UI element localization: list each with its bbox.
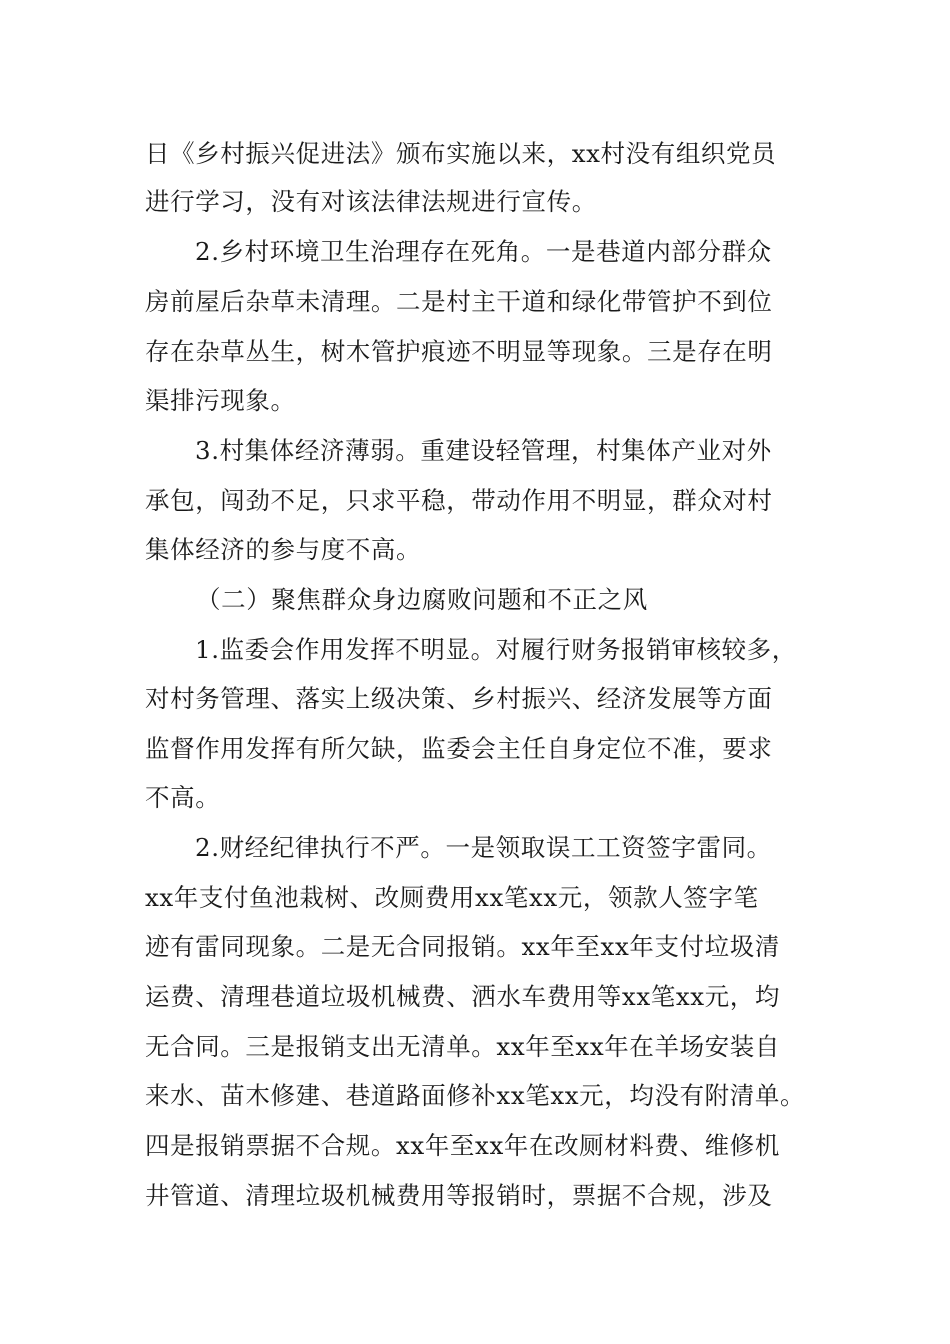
text-line: 房前屋后杂草未清理。二是村主干道和绿化带管护不到位 bbox=[145, 287, 773, 316]
text-line: 不高。 bbox=[145, 783, 221, 812]
paragraph-start-line: 1.监委会作用发挥不明显。对履行财务报销审核较多， bbox=[195, 635, 797, 664]
paragraph-start-line: 2.财经纪律执行不严。一是领取误工工资签字雷同。 bbox=[195, 833, 772, 862]
text-line: 对村务管理、落实上级决策、乡村振兴、经济发展等方面 bbox=[145, 684, 773, 713]
text-line: 无合同。三是报销支出无清单。xx年至xx年在羊场安装自 bbox=[145, 1032, 780, 1061]
paragraph-start-line: 3.村集体经济薄弱。重建设轻管理，村集体产业对外 bbox=[195, 436, 772, 465]
text-line: 进行学习，没有对该法律法规进行宣传。 bbox=[145, 187, 597, 216]
text-line: 集体经济的参与度不高。 bbox=[145, 535, 422, 564]
text-line: 来水、苗木修建、巷道路面修补xx笔xx元，均没有附清单。 bbox=[145, 1081, 806, 1110]
text-line: 迹有雷同现象。二是无合同报销。xx年至xx年支付垃圾清 bbox=[145, 932, 780, 961]
text-line: 存在杂草丛生，树木管护痕迹不明显等现象。三是存在明 bbox=[145, 337, 773, 366]
section-heading: （二）聚焦群众身边腐败问题和不正之风 bbox=[196, 585, 648, 614]
text-line: 井管道、清理垃圾机械费用等报销时，票据不合规，涉及 bbox=[145, 1181, 773, 1210]
text-line: 承包，闯劲不足，只求平稳，带动作用不明显，群众对村 bbox=[145, 486, 773, 515]
text-line: xx年支付鱼池栽树、改厕费用xx笔xx元，领款人签字笔 bbox=[145, 883, 759, 912]
text-line: 四是报销票据不合规。xx年至xx年在改厕材料费、维修机 bbox=[145, 1131, 780, 1160]
text-line: 日《乡村振兴促进法》颁布实施以来，xx村没有组织党员 bbox=[145, 139, 777, 168]
text-line: 渠排污现象。 bbox=[145, 386, 296, 415]
text-line: 监督作用发挥有所欠缺，监委会主任自身定位不准，要求 bbox=[145, 734, 773, 763]
paragraph-start-line: 2.乡村环境卫生治理存在死角。一是巷道内部分群众 bbox=[195, 237, 772, 266]
text-line: 运费、清理巷道垃圾机械费、洒水车费用等xx笔xx元，均 bbox=[145, 982, 780, 1011]
